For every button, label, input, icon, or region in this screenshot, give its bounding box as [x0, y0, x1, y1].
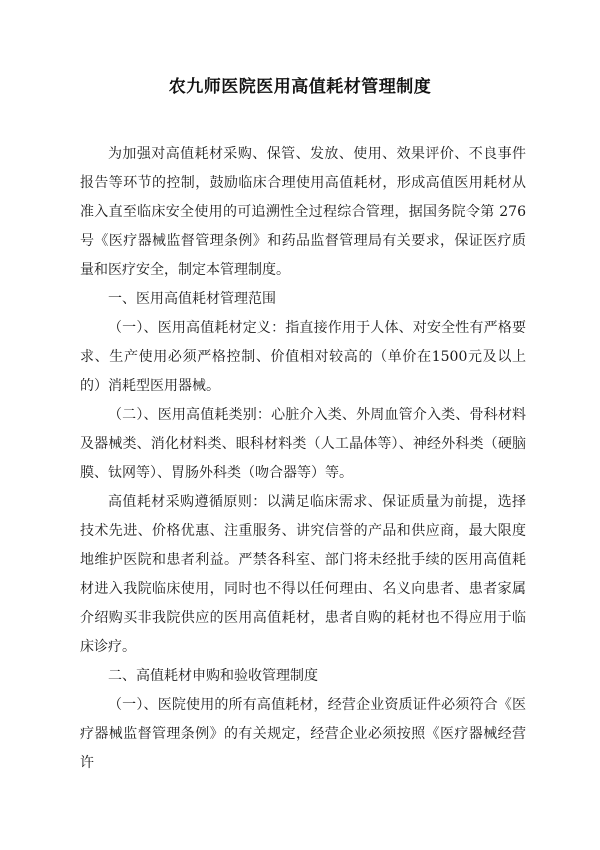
document-title: 农九师医院医用高值耗材管理制度 — [168, 77, 432, 97]
section-heading-procurement: 二、高值耗材申购和验收管理制度 — [108, 668, 318, 684]
document-body — [80, 140, 526, 778]
supplier-qualification-paragraph: （一）、医院使用的所有高值耗材，经营企业资质证件必须符合《医疗器械监督管理条例》的有关规定，经营企业必须按照《医疗器械经营许 — [80, 697, 526, 771]
section-heading-scope: 一、医用高值耗材管理范围 — [108, 291, 276, 307]
intro-paragraph: 为加强对高值耗材采购、保管、发放、使用、效果评价、不良事件报告等环节的控制，鼓励临床合理使用高值耗材，形成高值医用耗材从准入直至临床安全使用的可追溯性全过程综合管理，据国务院令第 276 号《医疗器械监督管理条例》和药品监督管理局有关要求，保证医疗质量和医疗安全，制定本管理制度。 — [80, 146, 526, 278]
definition-paragraph: （一）、医用高值耗材定义：指直接作用于人体、对安全性有严格要求、生产使用必须严格控制、价值相对较高的（单价在1500元及以上的）消耗型医用器械。 — [80, 320, 526, 394]
categories-paragraph: （二）、医用高值耗类别：心脏介入类、外周血管介入类、骨科材料及器械类、消化材料类、眼科材料类（人工晶体等）、神经外科类（硬脑膜、钛网等）、胃肠外科类（吻合器等）等。 — [80, 407, 526, 481]
procurement-principles-paragraph: 高值耗材采购遵循原则：以满足临床需求、保证质量为前提，选择技术先进、价格优惠、注重服务、讲究信誉的产品和供应商，最大限度地维护医院和患者利益。严禁各科室、部门将未经批手续的医用高值耗材进入我院临床使用，同时也不得以任何理由、名义向患者、患者家属介绍购买非我院供应的医用高值耗材，患者自购的耗材也不得应用于临床诊疗。 — [80, 494, 526, 655]
